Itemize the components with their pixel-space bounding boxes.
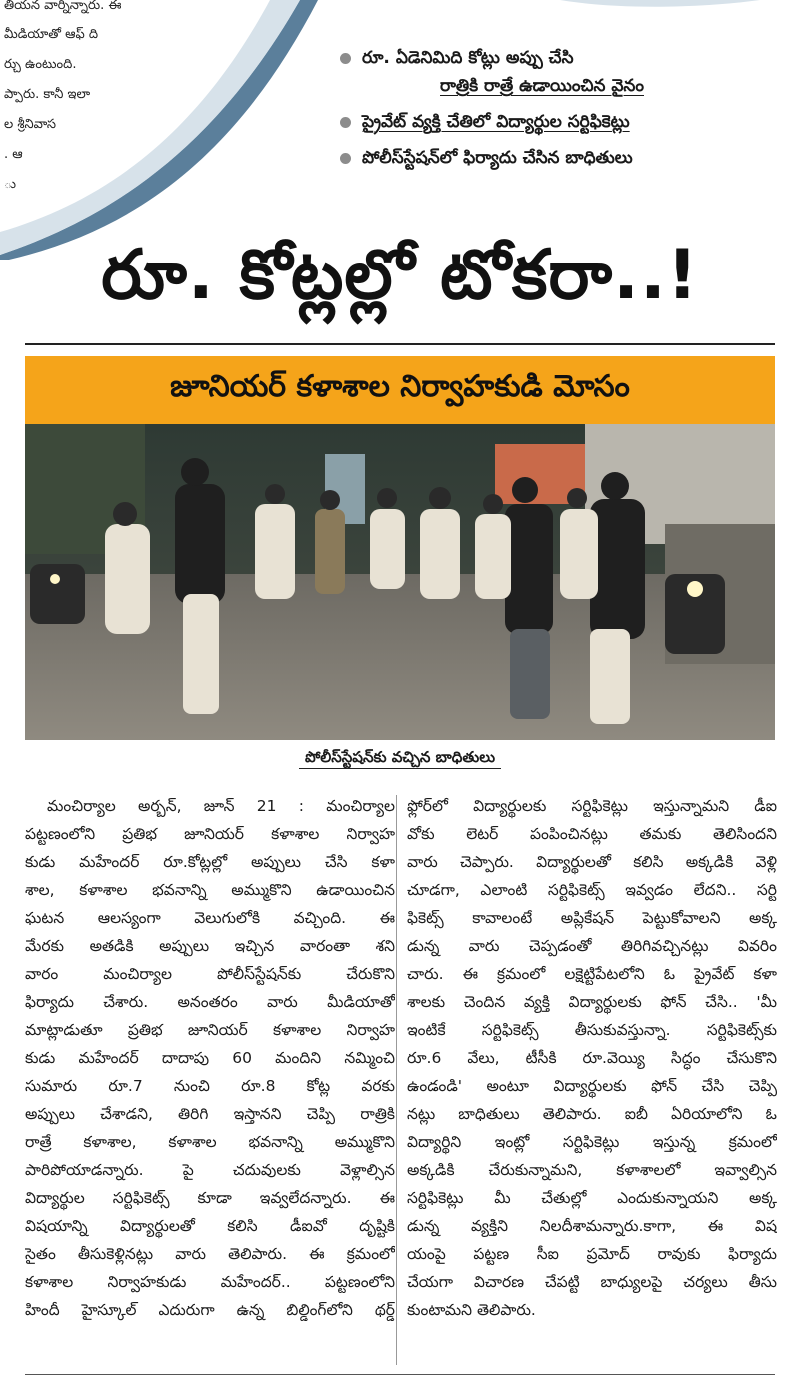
fragment-line: ర్చు ఉంటుంది. (4, 57, 77, 72)
article-line: సుమారు రూ.7 నుంచి రూ.8 కోట్ల వరకు (25, 1077, 395, 1095)
article-line: కుంటామని తెలిపారు. (407, 1301, 536, 1319)
article-line: ఫ్లోర్‌లో విద్యార్థులకు సర్టిఫికెట్లు ఇస్తున్నామని డీఐ (407, 797, 777, 815)
article-line: వారు చెప్పారు. విద్యార్థులతో కలిసి అక్కడికి వెళ్లి (407, 853, 777, 871)
article-line: శాలకు చెందిన వ్యక్తి విద్యార్థులకు ఫోన్ చేసి.. 'మీ (407, 993, 777, 1011)
bullet-text: ప్రైవేట్ వ్యక్తి చేతిలో విద్యార్థుల సర్టిఫికెట్లు (362, 112, 630, 132)
subheading-banner (25, 356, 775, 424)
article-line: పట్టణంలోని ప్రతిభ జూనియర్ కళాశాల నిర్వాహ (25, 825, 395, 843)
summary-bullets (340, 44, 760, 180)
previous-article-fragment (4, 0, 164, 200)
subheading-text: జూనియర్ కళాశాల నిర్వాహకుడి మోసం (170, 369, 630, 404)
article-line: వోకు లెటర్ పంపించినట్లు తమకు తెలిసిందని (407, 825, 777, 843)
article-line: వారం మంచిర్యాల పోలీస్‌స్టేషన్‌కు చేరుకొని (25, 965, 395, 983)
bullet-item (340, 108, 760, 136)
article-line: కుడు మహేందర్ దాదాపు 60 మందిని నమ్మించి (25, 1049, 395, 1067)
article-line: విద్యార్థిని ఇంట్లో సర్టిఫికెట్లు ఇస్తున్న క్రమంలో (407, 1133, 777, 1151)
article-line: రూ.6 వేలు, టీసీకి రూ.వెయ్యి సిద్ధం చేసుకొని (407, 1049, 777, 1067)
headline: రూ. కోట్లల్లో టోకరా..! (101, 236, 699, 315)
fragment-line: . ఆ (4, 147, 23, 162)
article-line: ఫిర్యాదు చేశారు. అనంతరం వారు మీడియాతో (25, 993, 395, 1011)
bullet-dot-icon (340, 53, 351, 64)
bullet-item (340, 144, 760, 172)
article-line: మేరకు అతడికి అప్పులు ఇచ్చిన వారంతా శని (25, 937, 395, 955)
article-line: సర్టిఫికెట్లు మీ చేతుల్లో ఎందుకున్నాయని అక్క (407, 1189, 777, 1207)
article-line: ఘటన ఆలస్యంగా వెలుగులోకి వచ్చింది. ఈ (25, 909, 395, 927)
article-line: డున్న వ్యక్తిని నిలదీశామన్నారు.కాగా, ఈ విష (407, 1217, 777, 1235)
news-photo (25, 424, 775, 740)
article-line: ఫికెట్స్ కావాలంటే అప్లికేషన్ పెట్టుకోవాలని అక్క (407, 909, 777, 927)
fragment-line: ప్పారు. కానీ ఇలా (4, 87, 91, 102)
article-line: మంచిర్యాల అర్బన్, జూన్ 21 : మంచిర్యాల (47, 797, 395, 815)
article-line: చేయగా విచారణ చేపట్టి బాధ్యులపై చర్యలు తీసు (407, 1273, 777, 1291)
article-line: రాత్రే కళాశాల, కళాశాల భవనాన్ని అమ్ముకొని (25, 1133, 395, 1151)
article-line: డున్న వారు చెప్పడంతో తిరిగివచ్చినట్లు వివరిం (407, 937, 777, 955)
article-line: కళాశాల నిర్వాహకుడు మహేందర్.. పట్టణంలోని (25, 1273, 395, 1291)
article-line: విషయాన్ని విద్యార్థులతో కలిసి డీఐవో దృష్టికి (25, 1217, 395, 1235)
article-line: మాట్లాడుతూ ప్రతిభ జూనియర్ కళాశాల నిర్వాహ (25, 1021, 395, 1039)
article-line: శాల, కళాశాల భవనాన్ని అమ్ముకొని ఉడాయించిన (25, 881, 395, 899)
article-line: అక్కడికి చేరుకున్నామని, కళాశాలలో ఇవ్వాల్సిన (407, 1161, 777, 1179)
article-line: విద్యార్థుల సర్టిఫికెట్స్ కూడా ఇవ్వలేదన్నారు. ఈ (25, 1189, 395, 1207)
article-line: చూడగా, ఎలాంటి సర్టిఫికెట్స్ ఇవ్వడం లేదని.. సర్టి (407, 881, 777, 899)
bullet-item (340, 44, 760, 100)
fragment-line: తియన వార్నిన్నారు. ఈ (4, 0, 122, 13)
photo-caption (0, 748, 800, 770)
article-line: యంపై పట్టణ సీఐ ప్రమోద్ రావుకు ఫిర్యాదు (407, 1245, 777, 1263)
fragment-line: మీడియాతో ఆఫ్ ది (4, 27, 99, 42)
bullet-text: పోలీస్‌స్టేషన్‌లో ఫిర్యాదు చేసిన బాధితులు (362, 148, 633, 168)
article-line: ఉండండి' అంటూ విద్యార్థులకు ఫోన్ చేసి చెప్పి (407, 1077, 777, 1095)
article-line: సైతం తీసుకెళ్లినట్లు వారు తెలిపారు. ఈ క్రమంలో (25, 1245, 395, 1263)
headline-rule (25, 343, 775, 345)
bullet-dot-icon (340, 153, 351, 164)
bullet-text-continued: రాత్రికి రాత్రే ఉడాయించిన వైనం (440, 76, 644, 96)
bullet-dot-icon (340, 117, 351, 128)
article-line: చారు. ఈ క్రమంలో లక్షెట్టిపేటలోని ఓ ప్రైవేట్ కళా (407, 965, 777, 983)
fragment-line: ల శ్రీనివాస (4, 117, 56, 132)
article-line: పారిపోయాడన్నారు. పై చదువులకు వెళ్లాల్సిన (25, 1161, 395, 1179)
bottom-rule (25, 1374, 775, 1375)
article-line: కుడు మహేందర్ రూ.కోట్లల్లో అప్పులు చేసి కళా (25, 853, 395, 871)
photo-caption-text: పోలీస్‌స్టేషన్‌కు వచ్చిన బాధితులు (299, 748, 501, 769)
article-line: నట్లు బాధితులు తెలిపారు. ఐబీ ఏరియాలోని ఓ (407, 1105, 777, 1123)
article-line: ఇంటికే సర్టిఫికెట్స్ తీసుకువస్తున్నా. సర్టిఫికెట్స్‌కు (407, 1021, 777, 1039)
article-line: అప్పులు చేశాడని, తిరిగి ఇస్తానని చెప్పి రాత్రికి (25, 1105, 395, 1123)
article-column-right (407, 792, 777, 1324)
column-divider (396, 795, 397, 1365)
article-line: హిందీ హైస్కూల్ ఎదురుగా ఉన్న బిల్డింగ్‌లోని థర్డ్ (25, 1301, 395, 1319)
bullet-text: రూ. ఏడెనిమిది కోట్లు అప్పు చేసి (362, 48, 574, 68)
article-column-left (25, 792, 395, 1324)
fragment-line: ు (4, 177, 17, 192)
